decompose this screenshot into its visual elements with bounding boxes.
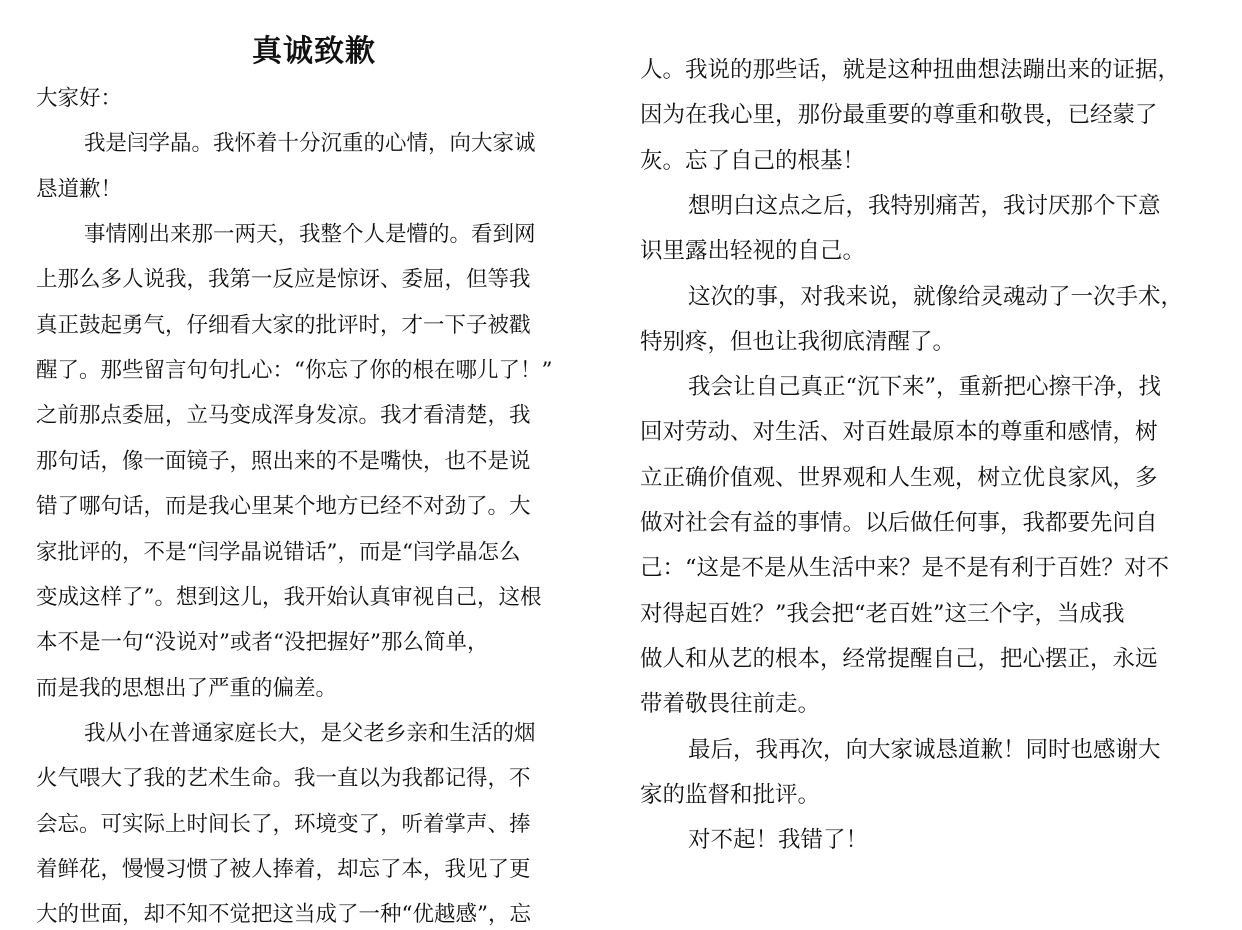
right-column-text-line: 家的监督和批评。 (640, 781, 821, 808)
left-column-text-line: 错了哪句话，而是我心里某个地方已经不对劲了。大 (36, 494, 531, 520)
right-column-text-line: 做对社会有益的事情。以后做任何事，我都要先问自 (640, 510, 1158, 536)
left-column-text-line: 着鲜花，慢慢习惯了被人捧着，却忘了本，我见了更 (36, 856, 531, 882)
right-column-text-line: 我会让自己真正“沉下来”，重新把心擦干净，找 (688, 374, 1162, 401)
left-column-text-line: 我从小在普通家庭长大，是父老乡亲和生活的烟 (84, 720, 536, 746)
left-column-text-line: 上那么多人说我，我第一反应是惊讶、委屈，但等我 (36, 267, 531, 293)
right-column-text-line: 回对劳动、对生活、对百姓最原本的尊重和感情，树 (640, 419, 1158, 446)
left-column-text-line: 之前那点委屈，立马变成浑身发凉。我才看清楚，我 (36, 403, 531, 429)
right-column-text-line: 带着敬畏往前走。 (640, 691, 821, 718)
right-column-text-line: 这次的事，对我来说，就像给灵魂动了一次手术， (688, 283, 1184, 310)
letter-title: 真诚致歉 (252, 34, 376, 69)
right-column-text-line: 特别疼，但也让我彻底清醒了。 (640, 328, 956, 355)
left-column-text-line: 大家好： (36, 86, 123, 111)
left-column-text-line: 事情刚出来那一两天，我整个人是懵的。看到网 (84, 222, 536, 248)
right-column-text-line: 己：“这是不是从生活中来？是不是有利于百姓？对不 (640, 555, 1170, 582)
right-column-text-line: 想明白这点之后，我特别痛苦，我讨厌那个下意 (688, 192, 1161, 219)
left-column-text-line: 那句话，像一面镜子，照出来的不是嘴快，也不是说 (36, 448, 531, 474)
left-column-text-line: 火气喂大了我的艺术生命。我一直以为我都记得，不 (36, 766, 531, 792)
right-column-text-line: 立正确价值观、世界观和人生观，树立优良家风，多 (640, 464, 1158, 491)
right-column-text-line: 灰。忘了自己的根基！ (640, 147, 866, 174)
left-column-text-line: 家批评的，不是“闫学晶说错话”，而是“闫学晶怎么 (36, 539, 521, 565)
right-column-text-line: 最后，我再次，向大家诚恳道歉！同时也感谢大 (688, 736, 1161, 763)
right-column-text-line: 因为在我心里，那份最重要的尊重和敬畏，已经蒙了 (640, 102, 1158, 129)
right-column-text-line: 对不起！我错了！ (688, 827, 869, 854)
left-column-text-line: 本不是一句“没说对”或者“没把握好”那么简单， (36, 630, 489, 656)
right-column-text-line: 人。我说的那些话，就是这种扭曲想法蹦出来的证据， (640, 57, 1181, 83)
left-column-text-line: 变成这样了”。想到这儿，我开始认真审视自己，这根 (36, 584, 542, 610)
left-column-text-line: 会忘。可实际上时间长了，环境变了，听着掌声、捧 (36, 811, 531, 837)
left-column-text-line: 大的世面，却不知不觉把这当成了一种“优越感”，忘 (36, 902, 531, 928)
right-column-text-line: 做人和从艺的根本，经常提醒自己，把心摆正，永远 (640, 645, 1158, 672)
left-column-text-line: 醒了。那些留言句句扎心：“你忘了你的根在哪儿了！” (36, 358, 553, 384)
left-column-text-line: 真正鼓起勇气，仔细看大家的批评时，才一下子被戳 (36, 312, 531, 338)
right-column-text-line: 识里露出轻视的自己。 (640, 238, 866, 265)
left-column-text-line: 我是闫学晶。我怀着十分沉重的心情，向大家诚 (84, 131, 536, 157)
left-column-text-line: 恳道歉！ (36, 176, 123, 202)
left-column-text-line: 而是我的思想出了严重的偏差。 (36, 675, 338, 701)
right-column-text-line: 对得起百姓？”我会把“老百姓”这三个字，当成我 (640, 600, 1125, 627)
